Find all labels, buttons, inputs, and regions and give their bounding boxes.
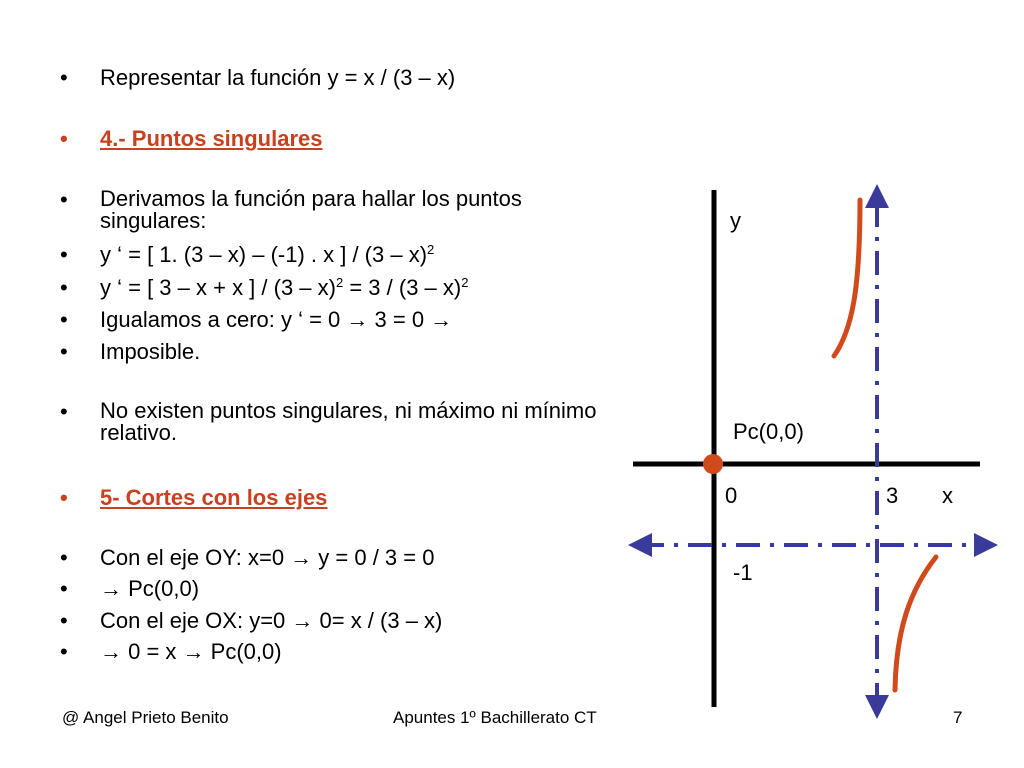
bullet-marker: • — [60, 126, 68, 151]
bullet-marker: • — [60, 65, 68, 90]
footer-page-number: 7 — [953, 708, 963, 727]
bullet-text: Igualamos a cero: y ‘ = 0 → 3 = 0 → — [100, 307, 453, 332]
bullet-marker: • — [60, 485, 68, 510]
point-label: Pc(0,0) — [733, 419, 804, 444]
bullet-marker: • — [60, 545, 68, 570]
exponent: 2 — [335, 275, 344, 290]
bullet-text: → Pc(0,0) — [100, 576, 200, 601]
bullet-marker: • — [60, 307, 68, 332]
section-heading: 5- Cortes con los ejes — [100, 485, 328, 510]
bullet-marker: • — [60, 339, 68, 364]
bullet-text: Imposible. — [100, 339, 201, 364]
y-axis-label: y — [730, 208, 741, 233]
footer-author: @ Angel Prieto Benito — [62, 708, 229, 727]
formula-text: y ‘ = [ 1. (3 – x) – (-1) . x ] / (3 – x) — [100, 242, 428, 267]
bullet-text: Con el eje OX: y=0 → 0= x / (3 – x) — [100, 608, 443, 633]
bullet-marker: • — [60, 608, 68, 633]
bullet-text: No existen puntos singulares, ni máximo ni mínimo relativo. — [100, 398, 597, 445]
formula-text: = 3 / (3 – x) — [343, 275, 462, 300]
bullet-text: Con el eje OY: x=0 → y = 0 / 3 = 0 — [100, 545, 435, 570]
formula-text: y ‘ = [ 3 – x + x ] / (3 – x) — [100, 275, 336, 300]
origin-label: 0 — [725, 483, 738, 508]
x-axis-label: x — [942, 483, 953, 508]
bullet-text: Derivamos la función para hallar los puntos singulares: — [100, 186, 522, 233]
footer-course: Apuntes 1º Bachillerato CT — [393, 708, 597, 727]
bullet-marker: • — [60, 187, 68, 212]
curve-branch-lower — [895, 557, 936, 690]
exponent: 2 — [427, 242, 435, 257]
bullet-marker: • — [60, 399, 68, 424]
bullet-marker: • — [60, 576, 68, 601]
origin-point — [703, 454, 723, 474]
bullet-marker: • — [60, 639, 68, 664]
bullet-marker: • — [60, 242, 68, 267]
bullet-marker: • — [60, 275, 68, 300]
exponent: 2 — [461, 275, 469, 290]
asymptote-x-value: 3 — [886, 483, 899, 508]
bullet-text: → 0 = x → Pc(0,0) — [100, 639, 282, 664]
section-heading: 4.- Puntos singulares — [100, 126, 323, 151]
bullet-text: Representar la función y = x / (3 – x) — [100, 65, 456, 90]
asymptote-y-value: -1 — [733, 560, 753, 585]
curve-branch-upper — [834, 200, 860, 356]
